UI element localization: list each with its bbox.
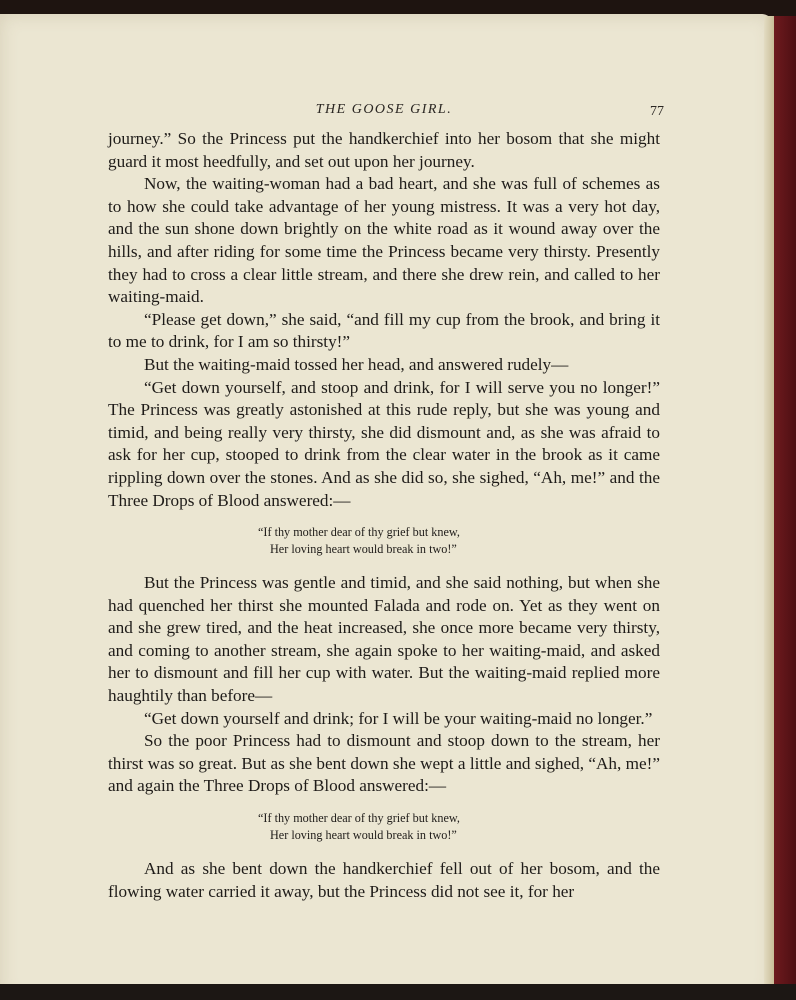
verse-line: Her loving heart would break in two!” bbox=[270, 542, 457, 557]
body-text bbox=[108, 128, 660, 903]
paragraph: “Get down yourself and drink; for I will be your waiting-maid no longer.” bbox=[144, 708, 653, 728]
running-title: THE GOOSE GIRL. bbox=[315, 102, 453, 117]
running-header bbox=[108, 102, 664, 120]
paragraph: So the poor Princess had to dismount and stoop down to the stream, her thirst was so great. But as she bent down she wept a little and sighed, “Ah, me!” and again the Three Drops of Blood answered:— bbox=[108, 731, 660, 796]
verse-quote bbox=[108, 810, 660, 844]
verse-line: “If thy mother dear of thy grief but knew, bbox=[258, 811, 460, 826]
paragraph: “Please get down,” she said, “and fill my cup from the brook, and bring it to me to drink, for I am so thirsty!” bbox=[108, 309, 660, 352]
paragraph: And as she bent down the handkerchief fell out of her bosom, and the flowing water carried it away, but the Princess did not see it, for her bbox=[108, 859, 660, 901]
book-bottom-edge bbox=[0, 984, 796, 1000]
verse-line: “If thy mother dear of thy grief but knew, bbox=[258, 525, 460, 540]
paragraph: “Get down yourself, and stoop and drink, for I will serve you no longer!” The Princess was greatly astonished at this rude reply, but she was young and timid, and being really very thirsty, she did dismount and, as she was afraid to ask for her cup, stooped to drink from the clear water in the brook as it came rippling down over the stones. And as she did so, she sighed, “Ah, me!” and the Three Drops of Blood answered:— bbox=[108, 377, 660, 510]
page-number: 77 bbox=[650, 104, 664, 119]
verse-quote bbox=[108, 524, 660, 558]
book-cover-edge bbox=[774, 16, 796, 1000]
page-stack-edge bbox=[764, 16, 774, 996]
paragraph: But the waiting-maid tossed her head, and answered rudely— bbox=[144, 354, 569, 374]
paragraph: Now, the waiting-woman had a bad heart, and she was full of schemes as to how she could take advantage of her young mistress. It was a very hot day, and the sun shone down brightly on the white road as it wound away over the hills, and after riding for some time the Princess became very thirsty. Presently they had to cross a clear little stream, and there she drew rein, and called to her waiting-maid. bbox=[108, 174, 660, 307]
paragraph: But the Princess was gentle and timid, and she said nothing, but when she had quenched her thirst she mounted Falada and rode on. Yet as they went on and she grew tired, and the heat increased, she once more became very thirsty, and coming to another stream, she again spoke to her waiting-maid, and asked her to dismount and fill her cup with water. But the waiting-maid replied more haughtily than before— bbox=[108, 573, 660, 706]
verse-line: Her loving heart would break in two!” bbox=[270, 828, 457, 843]
paragraph: journey.” So the Princess put the handkerchief into her bosom that she might guard it most heedfully, and set out upon her journey. bbox=[108, 129, 660, 171]
